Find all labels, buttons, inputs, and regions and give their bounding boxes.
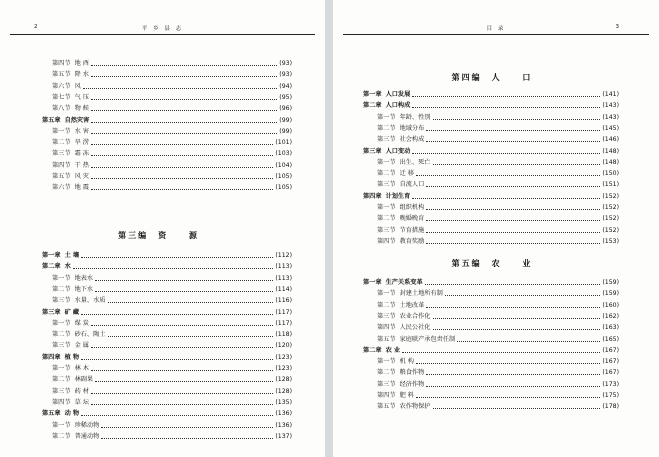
- toc-section-row: [52, 318, 292, 329]
- toc-section-row: [52, 126, 292, 137]
- dot-leader: [426, 186, 600, 187]
- entry-page: (99): [279, 116, 292, 124]
- left-page: [0, 0, 325, 457]
- entry-page: (143): [602, 102, 619, 110]
- dot-leader: [91, 110, 277, 111]
- toc-chapter-row: [42, 115, 292, 126]
- dot-leader: [91, 189, 273, 190]
- dot-leader: [91, 167, 273, 168]
- dot-leader: [91, 122, 277, 123]
- entry-title: 水 害: [74, 127, 89, 135]
- toc-section-row: [377, 390, 619, 401]
- entry-title: 机 构: [399, 358, 414, 366]
- dot-leader: [426, 141, 600, 142]
- entry-page: (117): [275, 319, 292, 327]
- dot-leader: [433, 119, 601, 120]
- dot-leader: [91, 404, 273, 405]
- toc-section-row: [377, 236, 619, 247]
- entry-number: 第二节: [52, 139, 71, 147]
- toc-section-row: [377, 401, 619, 412]
- entry-number: 第二节: [377, 170, 396, 178]
- entry-number: 第一章: [363, 91, 382, 98]
- toc-section-row: [52, 374, 292, 385]
- toc-section-row: [52, 295, 292, 306]
- entry-page: (118): [275, 331, 292, 339]
- toc-section-row: [377, 179, 619, 190]
- entry-page: (123): [275, 365, 292, 372]
- entry-title: 林副果: [74, 376, 94, 384]
- entry-title: 地下水: [74, 285, 94, 293]
- entry-title: 社会构成: [399, 136, 425, 144]
- entry-title: 地表水: [74, 274, 94, 282]
- dot-leader: [425, 284, 601, 285]
- entry-page: (120): [275, 342, 292, 350]
- entry-title: 干 热: [74, 161, 89, 169]
- entry-page: (96): [279, 105, 292, 113]
- entry-title: 林 木: [74, 365, 89, 372]
- entry-title: 风: [74, 82, 81, 90]
- entry-page: (152): [602, 204, 619, 211]
- toc-section-row: [377, 311, 619, 322]
- entry-title: 砂石、陶土: [74, 331, 106, 339]
- entry-title: 人口发展: [385, 91, 411, 98]
- entry-title: 迁 移: [399, 170, 414, 178]
- part-name: 农 业: [491, 259, 541, 268]
- entry-title: 出生、死亡: [399, 158, 431, 166]
- entry-page: (162): [602, 312, 619, 320]
- part-name: 人 口: [491, 73, 541, 82]
- dot-leader: [402, 352, 600, 353]
- entry-page: (95): [279, 93, 292, 101]
- header-rule: [343, 34, 649, 35]
- entry-page: (167): [602, 358, 619, 366]
- entry-number: 第二节: [377, 369, 396, 377]
- toc-section-row: [377, 202, 619, 213]
- dot-leader: [101, 438, 273, 439]
- entry-number: 第六节: [52, 184, 71, 192]
- entry-title: 家庭联产承包责任制: [399, 335, 456, 343]
- entry-page: (152): [602, 192, 619, 200]
- toc-section-row: [52, 182, 292, 193]
- entry-number: 第一章: [42, 252, 61, 259]
- dot-leader: [91, 65, 277, 66]
- toc-chapter-row: [363, 277, 619, 288]
- entry-number: 第五章: [42, 116, 61, 124]
- left-running-header: [0, 22, 325, 34]
- part-heading-4: [333, 72, 659, 83]
- dot-leader: [426, 243, 600, 244]
- toc-section-row: [377, 367, 619, 378]
- dot-leader: [81, 415, 273, 416]
- entry-page: (101): [275, 139, 292, 147]
- entry-number: 第四章: [42, 353, 61, 361]
- toc-chapter-row: [363, 345, 619, 356]
- entry-title: 霜 冻: [74, 150, 89, 158]
- toc-chapter-row: [363, 191, 619, 202]
- toc-chapter-row: [42, 352, 292, 363]
- entry-number: 第二节: [52, 285, 71, 293]
- toc-chapter-row: [42, 250, 292, 261]
- toc-section-row: [52, 363, 292, 374]
- dot-leader: [83, 88, 278, 89]
- dot-leader: [416, 363, 600, 364]
- entry-page: (128): [275, 376, 292, 384]
- toc-section-row: [377, 288, 619, 299]
- toc-section-row: [377, 300, 619, 311]
- entry-number: 第五节: [377, 403, 396, 411]
- toc-section-row: [52, 431, 292, 442]
- toc-section-row: [52, 386, 292, 397]
- toc-section-row: [377, 112, 619, 123]
- entry-title: 物 候: [74, 105, 89, 113]
- toc-section-row: [377, 356, 619, 367]
- entry-number: 第三节: [377, 380, 396, 388]
- entry-number: 第四节: [52, 60, 71, 67]
- entry-page: (163): [602, 324, 619, 332]
- right-running-header: [333, 22, 659, 34]
- dot-leader: [95, 291, 273, 292]
- dot-leader: [412, 107, 600, 108]
- part-heading-3: [0, 230, 325, 241]
- entry-page: (135): [275, 398, 292, 406]
- dot-leader: [426, 130, 600, 131]
- entry-title: 旱 涝: [74, 139, 89, 147]
- entry-number: 第四节: [52, 398, 71, 406]
- dot-leader: [91, 347, 273, 348]
- dot-leader: [433, 408, 601, 409]
- entry-title: 自然灾害: [64, 116, 90, 124]
- entry-number: 第四章: [363, 192, 382, 200]
- entry-page: (136): [275, 410, 292, 418]
- entry-page: (178): [602, 403, 619, 411]
- entry-title: 动 物: [64, 410, 80, 418]
- toc-chapter-row: [42, 307, 292, 318]
- entry-number: 第五章: [42, 410, 61, 418]
- header-rule: [10, 34, 315, 35]
- toc-section-row: [52, 137, 292, 148]
- entry-number: 第三节: [377, 226, 396, 234]
- entry-page: (93): [279, 60, 292, 67]
- entry-title: 晚婚晚育: [399, 215, 425, 223]
- entry-page: (99): [279, 127, 292, 135]
- entry-number: 第三章: [42, 308, 61, 316]
- entry-number: 第二节: [52, 331, 71, 339]
- entry-title: 人口构成: [385, 102, 411, 110]
- entry-number: 第五节: [377, 335, 396, 343]
- dot-leader: [426, 307, 600, 308]
- entry-title: 水: [64, 263, 71, 271]
- entry-title: 年龄、性别: [399, 113, 431, 121]
- entry-title: 教育奖励: [399, 237, 425, 245]
- dot-leader: [433, 329, 601, 330]
- entry-title: 粮食作物: [399, 369, 425, 377]
- entry-page: (141): [602, 91, 619, 98]
- toc-section-row: [52, 69, 292, 80]
- part-label: 第三编: [118, 231, 149, 240]
- entry-page: (167): [602, 369, 619, 377]
- entry-page: (159): [602, 290, 619, 298]
- dot-leader: [91, 325, 273, 326]
- toc-section-row: [52, 273, 292, 284]
- entry-title: 风 灾: [74, 173, 89, 180]
- dot-leader: [416, 175, 600, 176]
- part-label: 第五编: [451, 259, 482, 268]
- dot-leader: [412, 198, 600, 199]
- entry-title: 地 酉: [74, 60, 89, 67]
- entry-number: 第四节: [377, 392, 396, 399]
- toc-section-row: [52, 103, 292, 114]
- entry-number: 第一节: [377, 290, 396, 298]
- entry-page: (113): [275, 263, 292, 271]
- right-page: [333, 0, 659, 457]
- entry-number: 第二节: [377, 215, 396, 223]
- entry-number: 第七节: [52, 93, 71, 101]
- dot-leader: [426, 220, 600, 221]
- dot-leader: [416, 397, 600, 398]
- entry-page: (116): [275, 297, 292, 305]
- entry-page: (128): [275, 387, 292, 395]
- entry-number: 第四节: [377, 324, 396, 332]
- entry-title: 土 壤: [64, 252, 80, 259]
- entry-number: 第二节: [377, 124, 396, 132]
- entry-number: 第二章: [363, 102, 382, 110]
- toc-section-row: [52, 148, 292, 159]
- entry-number: 第三节: [52, 297, 71, 305]
- entry-number: 第四节: [52, 161, 71, 169]
- entry-page: (151): [602, 181, 619, 189]
- entry-number: 第五节: [52, 71, 71, 79]
- toc-chapter-row: [42, 408, 292, 419]
- entry-page: (105): [275, 173, 292, 180]
- toc-section-row: [377, 225, 619, 236]
- part-label: 第四编: [451, 73, 482, 82]
- entry-title: 组织机构: [399, 204, 425, 211]
- dot-leader: [426, 232, 600, 233]
- entry-number: 第三节: [52, 342, 71, 350]
- entry-number: 第一章: [363, 279, 382, 286]
- toc-section-row: [52, 284, 292, 295]
- entry-title: 降 水: [74, 71, 89, 79]
- toc-section-row: [52, 420, 292, 431]
- entry-page: (114): [275, 285, 292, 293]
- dot-leader: [81, 359, 273, 360]
- entry-title: 地域分布: [399, 124, 425, 132]
- entry-page: (146): [602, 136, 619, 144]
- part-name: 资 源: [158, 231, 207, 240]
- entry-number: 第一节: [377, 158, 396, 166]
- toc-section-row: [377, 134, 619, 145]
- entry-title: 农作物保护: [399, 403, 431, 411]
- entry-number: 第三章: [363, 147, 382, 155]
- entry-title: 普通动物: [74, 432, 100, 440]
- dot-leader: [95, 280, 273, 281]
- entry-title: 农业合作化: [399, 312, 431, 320]
- entry-title: 自流人口: [399, 181, 425, 189]
- entry-title: 草 坛: [74, 398, 89, 406]
- entry-number: 第一节: [377, 113, 396, 121]
- dot-leader: [101, 427, 273, 428]
- entry-number: 第二章: [363, 346, 382, 354]
- entry-number: 第三节: [377, 136, 396, 144]
- entry-number: 第一节: [377, 358, 396, 366]
- entry-number: 第三节: [52, 387, 71, 395]
- entry-number: 第三节: [377, 181, 396, 189]
- entry-number: 第二节: [52, 432, 71, 440]
- entry-page: (150): [602, 170, 619, 178]
- entry-number: 第一节: [52, 319, 71, 327]
- toc-section-row: [52, 92, 292, 103]
- entry-page: (105): [275, 184, 292, 192]
- entry-number: 第五节: [52, 173, 71, 180]
- entry-number: 第八节: [52, 105, 71, 113]
- toc-section-row: [52, 329, 292, 340]
- entry-title: 珍稀动物: [74, 421, 100, 429]
- part-heading-5: [333, 258, 659, 269]
- dot-leader: [91, 144, 273, 145]
- dot-leader: [91, 99, 277, 100]
- entry-page: (112): [275, 252, 292, 259]
- entry-page: (103): [275, 150, 292, 158]
- entry-number: 第一节: [52, 274, 71, 282]
- dot-leader: [81, 314, 273, 315]
- toc-chapter-row: [363, 146, 619, 157]
- entry-page: (113): [275, 274, 292, 282]
- dot-leader: [426, 209, 600, 210]
- entry-number: 第一节: [377, 204, 396, 211]
- entry-title: 肥 料: [399, 392, 414, 399]
- entry-page: (152): [602, 215, 619, 223]
- toc-section-row: [377, 213, 619, 224]
- entry-title: 生产关系变革: [385, 279, 423, 286]
- entry-page: (165): [602, 335, 619, 343]
- toc-chapter-row: [363, 100, 619, 111]
- toc-section-row: [52, 160, 292, 171]
- dot-leader: [91, 370, 273, 371]
- entry-page: (137): [275, 432, 292, 440]
- entry-page: (104): [275, 161, 292, 169]
- dot-leader: [433, 318, 601, 319]
- toc-section-row: [52, 81, 292, 92]
- entry-title: 人口变动: [385, 147, 411, 155]
- entry-page: (148): [602, 158, 619, 166]
- dot-leader: [91, 133, 277, 134]
- right-header-title: 目 录: [486, 26, 506, 32]
- entry-number: 第一节: [52, 127, 71, 135]
- entry-page: (175): [602, 392, 619, 399]
- toc-section-row: [52, 58, 292, 69]
- entry-title: 矿 藏: [64, 308, 80, 316]
- toc-chapter-row: [363, 89, 619, 100]
- entry-page: (136): [275, 421, 292, 429]
- entry-title: 经济作物: [399, 380, 425, 388]
- toc-section-row: [52, 397, 292, 408]
- dot-leader: [412, 153, 600, 154]
- entry-number: 第一节: [52, 421, 71, 429]
- entry-number: 第一节: [52, 365, 71, 372]
- entry-title: 气 压: [74, 93, 89, 101]
- right-page-number: 3: [615, 24, 619, 30]
- entry-page: (143): [602, 113, 619, 121]
- dot-leader: [457, 341, 600, 342]
- dot-leader: [108, 302, 274, 303]
- entry-page: (159): [602, 279, 619, 286]
- dot-leader: [412, 96, 600, 97]
- entry-title: 煤 炭: [74, 319, 89, 327]
- entry-title: 计划生育: [385, 192, 411, 200]
- entry-title: 农 业: [385, 346, 401, 354]
- entry-number: 第六节: [52, 82, 71, 90]
- left-page-number: 2: [34, 24, 38, 30]
- entry-title: 土地改革: [399, 301, 425, 309]
- entry-title: 封建土地所有制: [399, 290, 443, 298]
- dot-leader: [445, 295, 600, 296]
- entry-title: 药 材: [74, 387, 89, 395]
- entry-page: (148): [602, 147, 619, 155]
- entry-title: 植 物: [64, 353, 80, 361]
- entry-number: 第二章: [42, 263, 61, 271]
- dot-leader: [81, 257, 273, 258]
- toc-section-row: [377, 379, 619, 390]
- entry-number: 第二节: [377, 301, 396, 309]
- dot-leader: [95, 381, 273, 382]
- toc-section-row: [377, 322, 619, 333]
- entry-page: (160): [602, 301, 619, 309]
- dot-leader: [91, 155, 273, 156]
- entry-page: (152): [602, 226, 619, 234]
- toc-section-row: [377, 334, 619, 345]
- entry-page: (117): [275, 308, 292, 316]
- entry-number: 第三节: [377, 312, 396, 320]
- dot-leader: [91, 393, 273, 394]
- entry-number: 第三节: [52, 150, 71, 158]
- dot-leader: [108, 336, 274, 337]
- entry-page: (173): [602, 380, 619, 388]
- dot-leader: [73, 268, 274, 269]
- entry-page: (167): [602, 346, 619, 354]
- book-gutter: [325, 0, 333, 457]
- toc-section-row: [52, 340, 292, 351]
- entry-title: 人民公社化: [399, 324, 431, 332]
- entry-number: 第二节: [52, 376, 71, 384]
- dot-leader: [433, 164, 601, 165]
- entry-number: 第四节: [377, 237, 396, 245]
- toc-section-row: [377, 157, 619, 168]
- entry-page: (93): [279, 71, 292, 79]
- dot-leader: [426, 386, 600, 387]
- entry-title: 金 属: [74, 342, 89, 350]
- dot-leader: [91, 76, 277, 77]
- toc-chapter-row: [42, 261, 292, 272]
- entry-page: (94): [279, 82, 292, 90]
- toc-section-row: [377, 168, 619, 179]
- toc-section-row: [52, 171, 292, 182]
- dot-leader: [91, 178, 273, 179]
- entry-page: (153): [602, 237, 619, 245]
- dot-leader: [426, 374, 600, 375]
- entry-page: (145): [602, 124, 619, 132]
- entry-page: (123): [275, 353, 292, 361]
- entry-title: 水量、水质: [74, 297, 106, 305]
- toc-section-row: [377, 123, 619, 134]
- left-header-title: 平 乡 县 志: [141, 26, 184, 32]
- entry-title: 地 震: [74, 184, 89, 192]
- entry-title: 节育措施: [399, 226, 425, 234]
